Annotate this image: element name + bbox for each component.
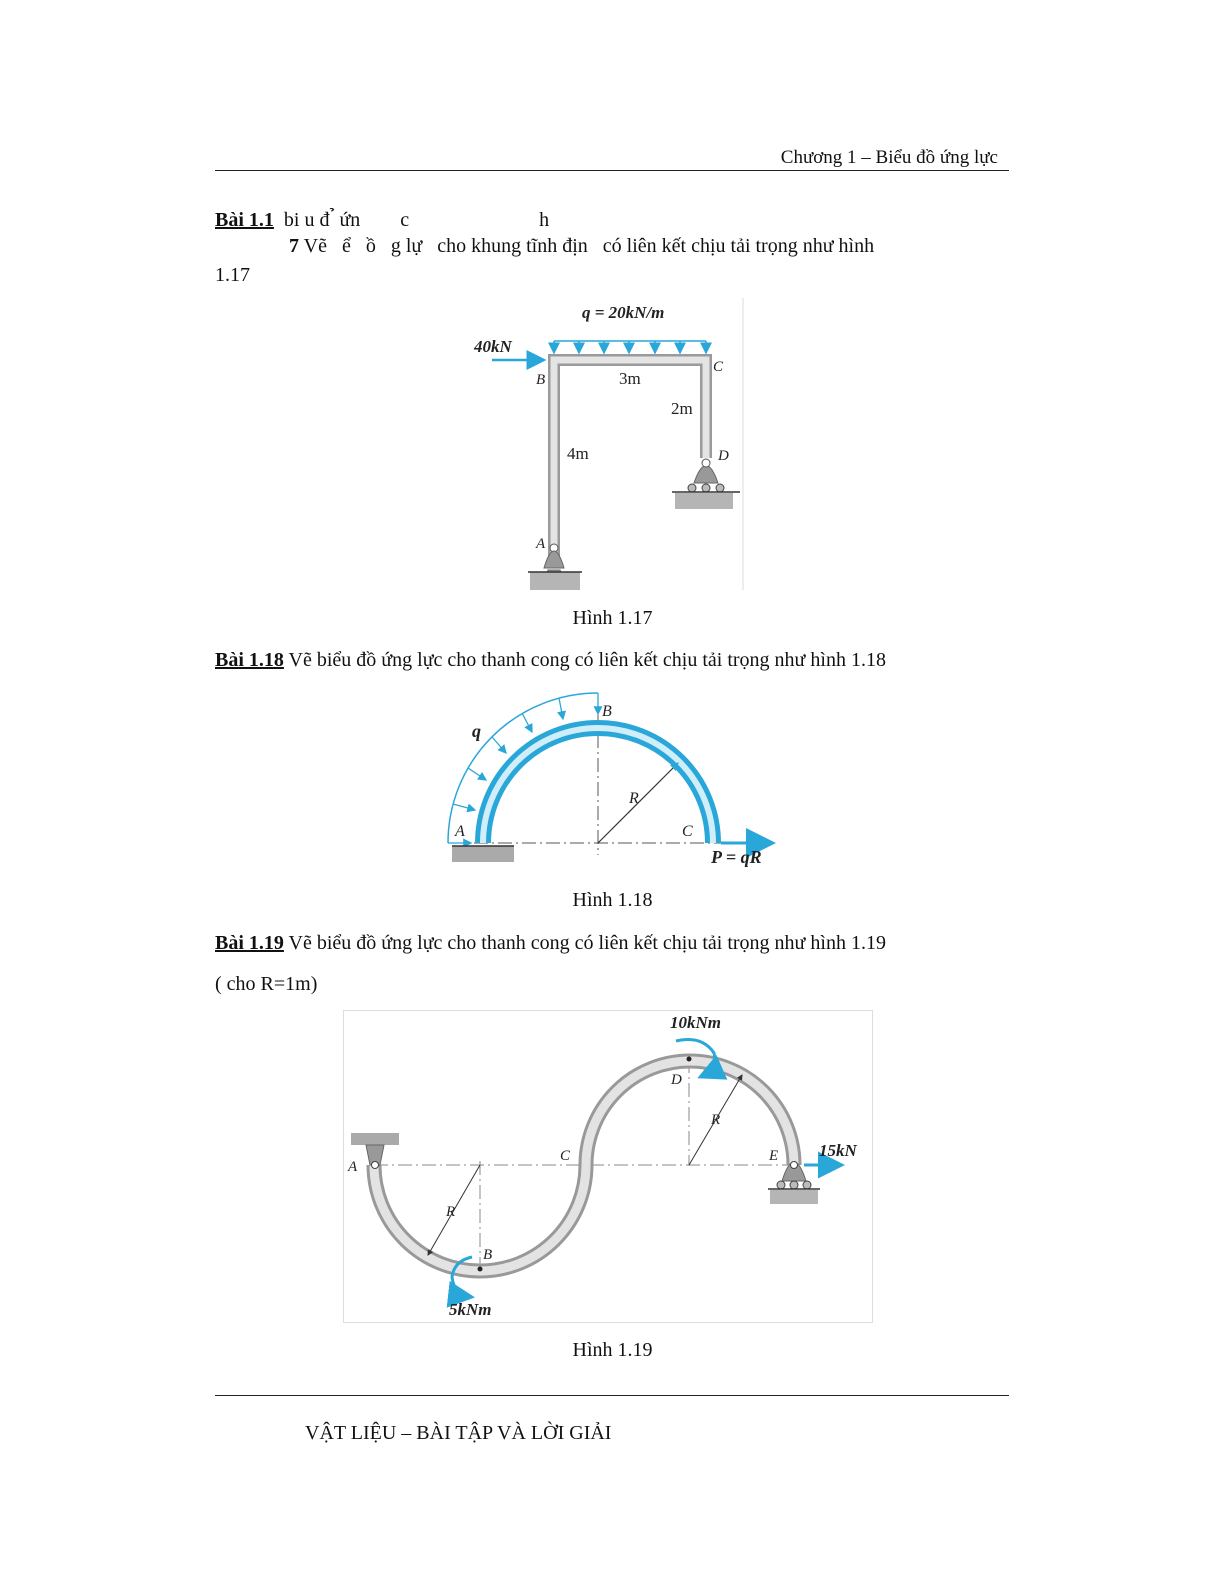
force-e-label: 15kN [819, 1141, 857, 1160]
node-a-label: A [348, 1159, 358, 1175]
radius-2-label: R [711, 1112, 721, 1128]
caption-119: Hình 1.19 [572, 1339, 653, 1361]
p-load-label: 40kN [474, 337, 512, 356]
node-b-label: B [602, 703, 612, 720]
curved-bar-diagram [440, 690, 780, 880]
problem-117-line1-text: bi u đ ̉ ứn c h [273, 209, 550, 231]
node-c-label: C [560, 1148, 571, 1164]
node-a-label: A [455, 823, 465, 840]
figure-118 [440, 690, 780, 880]
caption-118: Hình 1.18 [572, 889, 653, 911]
problem-117-line2 [215, 232, 1009, 260]
p-load-label: P = qR [711, 847, 762, 867]
moment-b-label: 5kNm [449, 1300, 492, 1319]
problem-118-label: Bài 1.18 [215, 649, 284, 671]
q-load-label: q = 20kN/m [582, 303, 665, 322]
node-d-label: D [718, 448, 729, 464]
problem-119-text: Vẽ biểu đồ ứng lực cho thanh cong có liên kết chịu tải trọng như hình 1.19 [283, 932, 886, 954]
moment-d-label: 10kNm [670, 1013, 721, 1032]
chapter-header: Chương 1 – Biểu đồ ứng lực [780, 147, 998, 168]
footer-rule [215, 1395, 1009, 1396]
node-b-label: B [536, 372, 546, 388]
problem-117-line3: 1.17 [215, 264, 250, 286]
problem-117-line1 [215, 206, 1009, 234]
dim-ab: 4m [567, 444, 589, 463]
node-c-label: C [682, 823, 693, 840]
node-a-label: A [536, 536, 546, 552]
q-label: q [472, 721, 481, 741]
problem-118-line [215, 646, 1009, 674]
problem-119-note: ( cho R=1m) [215, 973, 318, 995]
node-e-label: E [769, 1148, 779, 1164]
dim-cd: 2m [671, 399, 693, 418]
header-rule [215, 170, 1009, 171]
frame-diagram [470, 298, 746, 593]
problem-119-label: Bài 1.19 [215, 932, 284, 954]
book-title-footer: VẬT LIỆU – BÀI TẬP VÀ LỜI GIẢI [305, 1422, 612, 1444]
dim-bc: 3m [619, 369, 641, 388]
problem-118-text: Vẽ biểu đồ ứng lực cho thanh cong có liên kết chịu tải trọng như hình 1.18 [283, 649, 886, 671]
problem-117-line2-text: Vẽ ể ồ g lự cho khung tĩnh địn có liên kết chịu tải trọng như hình [299, 235, 875, 257]
problem-119-line [215, 929, 1009, 957]
node-c-label: C [713, 359, 724, 375]
figure-117 [470, 298, 746, 593]
problem-117-label: Bài 1.1 [215, 209, 274, 231]
node-b-label: B [483, 1247, 493, 1263]
caption-117: Hình 1.17 [572, 607, 653, 629]
problem-117-num: 7 [289, 235, 299, 257]
node-d-label: D [671, 1072, 682, 1088]
radius-1-label: R [446, 1204, 456, 1220]
radius-label: R [629, 790, 639, 807]
s-curve-diagram [344, 1011, 872, 1322]
figure-119 [343, 1010, 873, 1323]
